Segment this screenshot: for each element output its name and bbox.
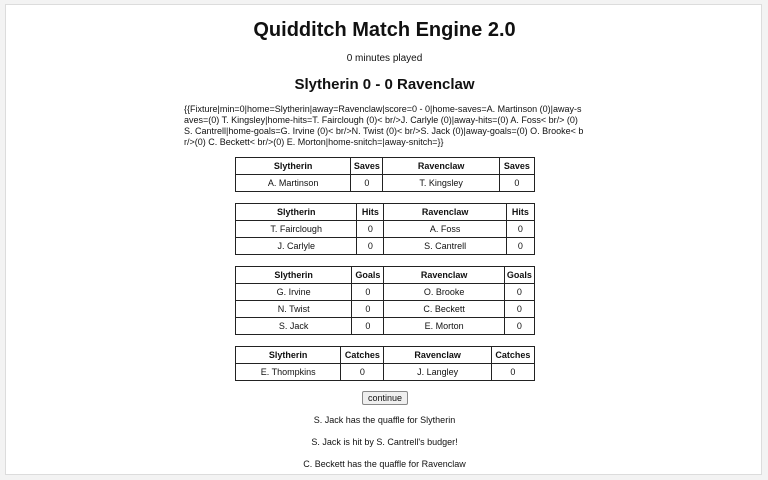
column-header: Goals bbox=[504, 267, 534, 284]
fixture-template-text: {{Fixture|min=0|home=Slytherin|away=Ravenclaw|score=0 - 0|home-saves=A. Martinson (0)|away-saves=(0) T. Kingsley|home-hits=T. Fairclough (0)< br/>J. Carlyle (0)|away-hits=(0) A. Foss< br/> (0) S. Cantrell|home-goals=G. Irvine (0)< br/>N. Twist (0)< br/>S. Jack (0)|away-goals=(0) O. Brooke< br/>(0) C. Beckett< br/>(0) E. Morton|home-snitch=|away-snitch=}} bbox=[184, 104, 584, 147]
column-header: Hits bbox=[357, 204, 384, 221]
table-cell: A. Foss bbox=[384, 221, 506, 238]
table-header-row bbox=[236, 267, 535, 284]
table-cell: E. Thompkins bbox=[236, 364, 341, 381]
column-header: Saves bbox=[351, 158, 383, 175]
table-row bbox=[236, 364, 535, 381]
table-cell: 0 bbox=[357, 238, 384, 255]
table-cell: 0 bbox=[352, 284, 384, 301]
continue-button[interactable]: continue bbox=[362, 391, 408, 405]
column-header: Saves bbox=[499, 158, 534, 175]
table-cell: S. Cantrell bbox=[384, 238, 506, 255]
table-cell: A. Martinson bbox=[236, 175, 351, 192]
table-row bbox=[236, 175, 535, 192]
table-cell: 0 bbox=[504, 318, 534, 335]
column-header: Slytherin bbox=[236, 347, 341, 364]
minutes-played: 0 minutes played bbox=[346, 53, 423, 64]
table-cell: 0 bbox=[351, 175, 383, 192]
hits-table bbox=[235, 203, 535, 255]
column-header: Catches bbox=[341, 347, 384, 364]
table-cell: G. Irvine bbox=[236, 284, 352, 301]
column-header: Goals bbox=[352, 267, 384, 284]
column-header: Ravenclaw bbox=[384, 347, 491, 364]
table-cell: 0 bbox=[352, 301, 384, 318]
table-cell: S. Jack bbox=[236, 318, 352, 335]
log-entry: S. Jack is hit by S. Cantrell's budger! bbox=[311, 437, 458, 447]
table-cell: 0 bbox=[504, 301, 534, 318]
table-cell: 0 bbox=[357, 221, 384, 238]
column-header: Ravenclaw bbox=[383, 158, 499, 175]
table-cell: T. Kingsley bbox=[383, 175, 499, 192]
column-header: Slytherin bbox=[236, 158, 351, 175]
table-cell: J. Carlyle bbox=[236, 238, 357, 255]
table-row bbox=[236, 301, 535, 318]
table-cell: 0 bbox=[504, 284, 534, 301]
table-cell: N. Twist bbox=[236, 301, 352, 318]
table-header-row bbox=[236, 204, 535, 221]
saves-table bbox=[235, 157, 535, 192]
column-header: Hits bbox=[506, 204, 534, 221]
table-cell: C. Beckett bbox=[384, 301, 504, 318]
goals-table bbox=[235, 266, 535, 335]
table-cell: 0 bbox=[352, 318, 384, 335]
page-title: Quidditch Match Engine 2.0 bbox=[253, 19, 516, 41]
table-header-row bbox=[236, 347, 535, 364]
column-header: Slytherin bbox=[236, 267, 352, 284]
column-header: Ravenclaw bbox=[384, 267, 504, 284]
table-cell: 0 bbox=[506, 221, 534, 238]
log-entry: C. Beckett has the quaffle for Ravenclaw bbox=[303, 459, 466, 469]
table-cell: O. Brooke bbox=[384, 284, 504, 301]
table-cell: 0 bbox=[491, 364, 534, 381]
table-cell: E. Morton bbox=[384, 318, 504, 335]
match-panel bbox=[5, 4, 762, 475]
table-cell: T. Fairclough bbox=[236, 221, 357, 238]
table-header-row bbox=[236, 158, 535, 175]
column-header: Slytherin bbox=[236, 204, 357, 221]
table-row bbox=[236, 284, 535, 301]
column-header: Catches bbox=[491, 347, 534, 364]
table-cell: J. Langley bbox=[384, 364, 491, 381]
score-line: Slytherin 0 - 0 Ravenclaw bbox=[294, 76, 475, 93]
table-cell: 0 bbox=[506, 238, 534, 255]
table-cell: 0 bbox=[499, 175, 534, 192]
table-cell: 0 bbox=[341, 364, 384, 381]
log-entry: S. Jack has the quaffle for Slytherin bbox=[313, 415, 456, 425]
table-row bbox=[236, 221, 535, 238]
table-row bbox=[236, 238, 535, 255]
catches-table bbox=[235, 346, 535, 381]
column-header: Ravenclaw bbox=[384, 204, 506, 221]
table-row bbox=[236, 318, 535, 335]
